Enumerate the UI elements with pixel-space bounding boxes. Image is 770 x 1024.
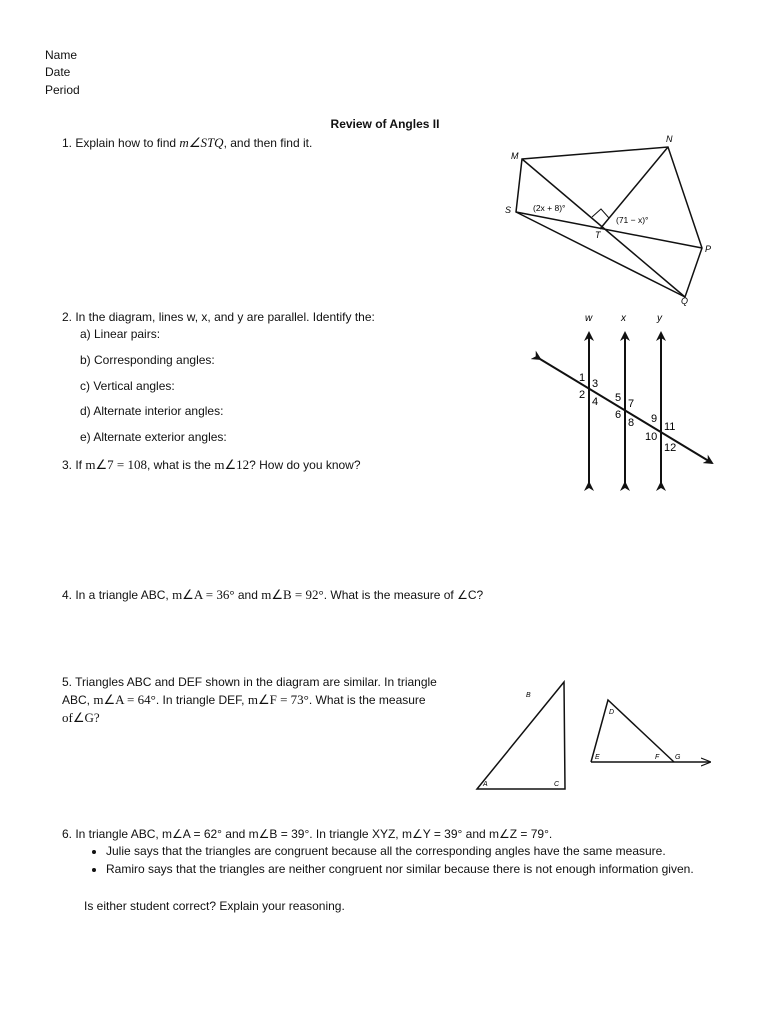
angle-6: 6 xyxy=(615,409,622,421)
question-4 xyxy=(62,586,483,604)
question-1 xyxy=(62,134,312,152)
label-g: G xyxy=(675,754,681,761)
angle-2: 2 xyxy=(579,389,586,401)
q6-bullet-ramiro: • Ramiro says that the triangles are neither congruent nor similar because there is not enough information given. xyxy=(106,861,726,879)
label-p: P xyxy=(705,244,712,254)
angle-8: 8 xyxy=(628,417,635,429)
label-a: A xyxy=(483,781,488,788)
angle-1: 1 xyxy=(579,372,586,384)
angle-4: 4 xyxy=(592,396,599,408)
q3-text-c: ? How do you know? xyxy=(249,458,361,472)
q5-text-a: ABC, xyxy=(62,693,94,707)
q5-line-2 xyxy=(62,691,462,709)
q2-part-a: a) Linear pairs: xyxy=(80,327,161,341)
period-label: Period xyxy=(45,83,80,97)
question-3 xyxy=(62,456,361,474)
q4-angle-b: m∠B = 92° xyxy=(261,587,324,602)
line-label-x: x xyxy=(621,313,626,324)
question-5 xyxy=(62,674,462,726)
label-m: M xyxy=(511,151,519,161)
worksheet-title: Review of Angles II xyxy=(330,117,440,131)
q3-text-b: , what is the xyxy=(146,458,215,472)
name-label: Name xyxy=(45,48,78,62)
label-n: N xyxy=(666,134,673,144)
q6-closing: Is either student correct? Explain your reasoning. xyxy=(84,899,345,913)
q6-statements xyxy=(84,843,726,878)
label-q: Q xyxy=(681,296,689,306)
q6-bullet-julie: • Julie says that the triangles are congruent because all the corresponding angles have the same measure. xyxy=(106,843,726,861)
label-c: C xyxy=(554,781,560,788)
angle-7: 7 xyxy=(628,398,635,410)
q2-part-d: d) Alternate interior angles: xyxy=(80,404,224,418)
label-s: S xyxy=(505,205,512,215)
date-label: Date xyxy=(45,65,71,79)
q1-text: 1. Explain how to find xyxy=(62,136,180,150)
label-b: B xyxy=(526,692,531,699)
line-label-w: w xyxy=(585,313,593,324)
figure-2-parallel-lines xyxy=(530,305,720,500)
q5-line-3: of∠G? xyxy=(62,710,100,725)
q5-text-c: . What is the measure xyxy=(308,693,426,707)
q3-given: m∠7 = 108 xyxy=(85,457,147,472)
q4-text-b: and xyxy=(234,588,262,602)
angle-expr-1: (2x + 8)° xyxy=(533,203,566,213)
q2-part-e: e) Alternate exterior angles: xyxy=(80,430,227,444)
q5-angle-a: m∠A = 64° xyxy=(93,692,156,707)
angle-5: 5 xyxy=(615,392,622,404)
q2-part-b: b) Corresponding angles: xyxy=(80,353,215,367)
q3-text-a: 3. If xyxy=(62,458,86,472)
q1-angle: m∠STQ xyxy=(179,135,224,150)
label-d: D xyxy=(609,709,615,716)
question-6: 6. In triangle ABC, m∠A = 62° and m∠B = 39°. In triangle XYZ, m∠Y = 39° and m∠Z = 79°. xyxy=(62,827,553,841)
q3-asked: m∠12 xyxy=(214,457,250,472)
angle-11: 11 xyxy=(664,421,676,433)
q5-line-1: 5. Triangles ABC and DEF shown in the diagram are similar. In triangle xyxy=(62,675,437,689)
q2-part-c: c) Vertical angles: xyxy=(80,379,175,393)
label-f: F xyxy=(655,754,660,761)
angle-10: 10 xyxy=(645,431,658,443)
angle-12: 12 xyxy=(664,442,677,454)
label-t: T xyxy=(595,230,601,240)
q1-text-end: , and then find it. xyxy=(223,136,313,150)
q5-text-b: . In triangle DEF, xyxy=(155,693,248,707)
label-e: E xyxy=(595,754,600,761)
question-2: 2. In the diagram, lines w, x, and y are parallel. Identify the: xyxy=(62,310,375,324)
figure-1-quadrilateral xyxy=(500,130,720,310)
q5-angle-f: m∠F = 73° xyxy=(247,692,309,707)
angle-3: 3 xyxy=(592,378,599,390)
figure-3-similar-triangles xyxy=(470,672,720,797)
angle-9: 9 xyxy=(651,413,658,425)
q4-text-c: . What is the measure of ∠C? xyxy=(323,588,484,602)
q4-text-a: 4. In a triangle ABC, xyxy=(62,588,173,602)
angle-expr-2: (71 − x)° xyxy=(616,215,649,225)
q4-angle-a: m∠A = 36° xyxy=(172,587,235,602)
line-label-y: y xyxy=(657,313,662,324)
